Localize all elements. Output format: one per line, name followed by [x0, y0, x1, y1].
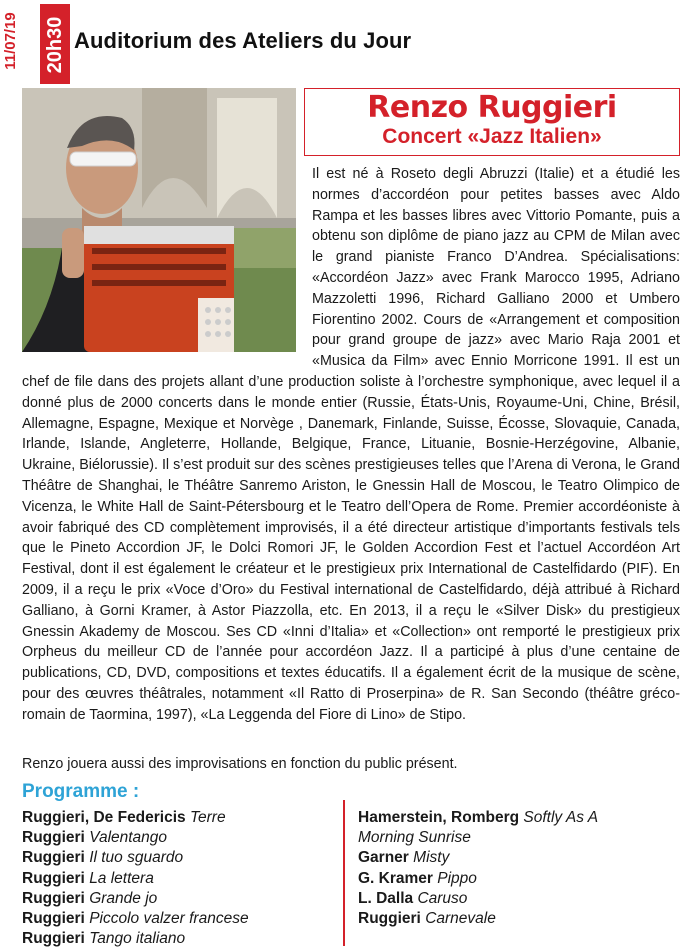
programme-left-column [22, 808, 332, 949]
programme-heading: Programme : [22, 781, 140, 802]
programme-item: Ruggieri, De Federicis Terre [22, 809, 226, 826]
programme-item-continued: Morning Sunrise [358, 829, 471, 847]
programme-item: Ruggieri Valentango [22, 829, 168, 847]
programme-item: Garner Misty [358, 849, 450, 867]
artist-name: Renzo Ruggieri [367, 90, 617, 125]
programme-right-column [358, 808, 678, 929]
biography: Il est né à Roseto degli Abruzzi (Italie) et a étudié les normes d’accordéon pour petites basses avec Aldo Rampa et les basses libres avec Vittorio Pomante, puis a obtenu son diplôme de piano jazz au CPM de Milan avec le grand pianiste Franco D’Andrea. Spécialisations: «Accordéon Jazz» avec Frank Marocco 1995, Adriano Mazzoletti 1996, Richard Galliano 2000 et Umbero Fiorentino 2002. Cours de «Arrangement et composition pour grand groupe de jazz» avec Mario Raja 2001 et «Musica da Film» avec Ennio Morricone 1991. Il est un chef de file dans des projets allant d’une production soliste à l’orchestre symphonique, avec lequel il a donné plus de 2000 concerts dans le monde entier (Russie, États-Unis, Royaume-Uni, Chine, Brésil, Allemagne, Espagne, Mexique et Norvège , Danemark, Finlande, Suisse, Écosse, Slovaquie, Canada, Irlande, Islande, Angleterre, Hollande, Belgique, France, Lituanie, Bosnie-Herzégovine, Albanie, Ukraine, Biélorussie). Il s’est produit sur des scènes prestigieuses telles que l’Arena di Verona, le Grand Théâtre de Shanghai, le Théâtre Sanremo Ariston, le Gnessin Hall de Moscou, le Teatro Olimpico de Vicenza, le White Hall de Saint-Pétersbourg et le Teatro dell’Opera de Rome. Premier accordéoniste à avoir fabriqué des CD complètement improvisés, il a été directeur artistique d’importants festivals tels que le Pineto Accordion JF, le Dolci Romori JF, le Golden Accordion Fest et l’actuel Accordéon Art Festival, dont il est également le créateur et le prestigieux prix International de Castelfidardo (PIF). En 2009, il a reçu le prix «Voce d’Oro» du Festival international de Castelfidardo, déjà attribué à Richard Galliano, à Gorni Kramer, à Astor Piazzolla, etc. En 2013, il a reçu le «Silver Disk» du prestigieux Gnessin Akademy de Moscou. Ses CD «Inni d’Italia» et «Collection» ont remporté le prestigieux prix Orpheus du meilleur CD de l’année pour accordéon Jazz. Il a participé à plus d’une centaine de publications, CD, DVD, compositions et textes éducatifs. Il a également écrit de la musique de scène, pour des œuvres théâtrales, notamment «Il Ratto di Proserpina» de R. San Secondo (théâtre gréco-romain de Taormina, 1997), «La Leggenda del Fiore di Lino» de Stipo. [22, 166, 680, 723]
improvisation-note: Renzo jouera aussi des improvisations en fonction du public présent. [22, 756, 458, 772]
concert-title-box [304, 88, 680, 156]
programme-item: G. Kramer Pippo [358, 869, 477, 887]
programme-item: Ruggieri La lettera [22, 869, 154, 887]
event-date: 11/07/19 [2, 12, 19, 70]
programme-item: L. Dalla Caruso [358, 889, 468, 907]
concert-subtitle: Concert «Jazz Italien» [382, 125, 602, 148]
programme-item: Ruggieri Tango italiano [22, 930, 186, 948]
programme-divider [343, 800, 345, 946]
programme-item: Hamerstein, Romberg Softly As A [358, 809, 599, 826]
programme-item: Ruggieri Il tuo sguardo [22, 849, 184, 867]
venue-title: Auditorium des Ateliers du Jour [74, 28, 412, 53]
event-time: 20h30 [40, 4, 70, 84]
programme-item: Ruggieri Piccolo valzer francese [22, 910, 249, 928]
programme-item: Ruggieri Grande jo [22, 889, 158, 907]
programme-item: Ruggieri Carnevale [358, 910, 496, 928]
